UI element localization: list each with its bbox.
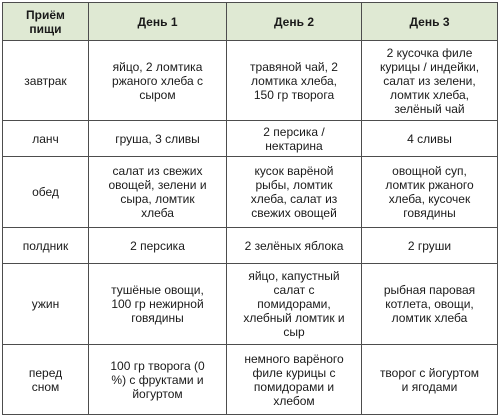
table-row [3, 264, 498, 345]
day-2-cell: немного варёного филе курицы с помидорами и хлебом [227, 345, 362, 415]
day-3-cell: 2 груши [362, 228, 498, 264]
table-row [3, 41, 498, 121]
header-meal: Приём пищи [3, 3, 89, 41]
day-3-cell: 2 кусочка филе курицы / индейки, салат из зелени, ломтик хлеба, зелёный чай [362, 41, 498, 121]
day-1-cell: 100 гр творога (0 %) с фруктами и йогуртом [89, 345, 227, 415]
day-2-cell: 2 зелёных яблока [227, 228, 362, 264]
table-row [3, 228, 498, 264]
meal-plan-table [2, 2, 498, 415]
table-row [3, 121, 498, 157]
meal-name-cell: обед [3, 157, 89, 228]
day-3-cell: творог с йогуртом и ягодами [362, 345, 498, 415]
header-day-2: День 2 [227, 3, 362, 41]
meal-name-cell: перед сном [3, 345, 89, 415]
meal-name-cell: ланч [3, 121, 89, 157]
meal-name-cell: ужин [3, 264, 89, 345]
table-header-row [3, 3, 498, 41]
header-day-1: День 1 [89, 3, 227, 41]
day-1-cell: салат из свежих овощей, зелени и сыра, ломтик хлеба [89, 157, 227, 228]
day-2-cell: 2 персика / нектарина [227, 121, 362, 157]
day-1-cell: 2 персика [89, 228, 227, 264]
day-3-cell: рыбная паровая котлета, овощи, ломтик хлеба [362, 264, 498, 345]
day-1-cell: яйцо, 2 ломтика ржаного хлеба с сыром [89, 41, 227, 121]
day-3-cell: овощной суп, ломтик ржаного хлеба, кусочек говядины [362, 157, 498, 228]
day-2-cell: травяной чай, 2 ломтика хлеба, 150 гр творога [227, 41, 362, 121]
meal-name-cell: полдник [3, 228, 89, 264]
table-row [3, 157, 498, 228]
day-3-cell: 4 сливы [362, 121, 498, 157]
day-2-cell: яйцо, капустный салат с помидорами, хлебный ломтик и сыр [227, 264, 362, 345]
day-1-cell: тушёные овощи, 100 гр нежирной говядины [89, 264, 227, 345]
header-day-3: День 3 [362, 3, 498, 41]
day-2-cell: кусок варёной рыбы, ломтик хлеба, салат из свежих овощей [227, 157, 362, 228]
day-1-cell: груша, 3 сливы [89, 121, 227, 157]
meal-name-cell: завтрак [3, 41, 89, 121]
table-row [3, 345, 498, 415]
